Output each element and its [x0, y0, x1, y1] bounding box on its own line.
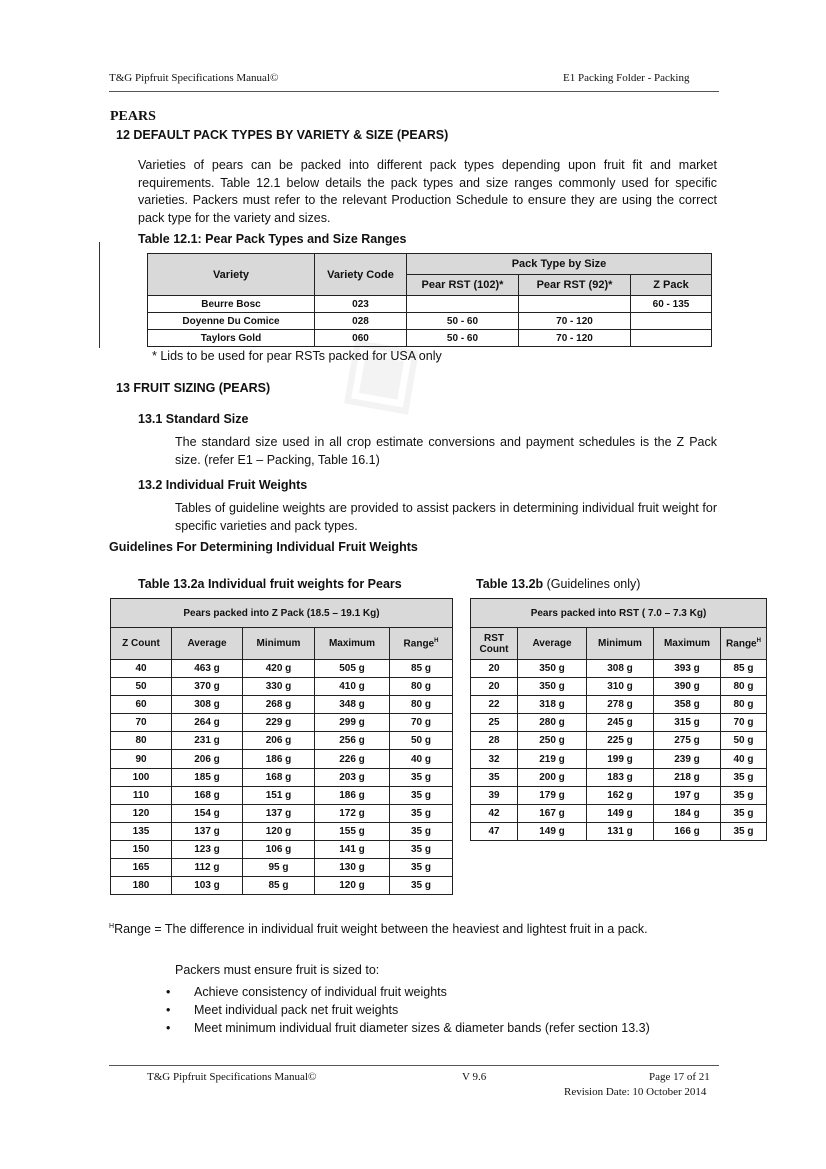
- th-pack-type-by-size: Pack Type by Size: [407, 254, 712, 275]
- cell: 70 g: [721, 714, 767, 732]
- cell: 060: [315, 330, 407, 347]
- cell: 85 g: [243, 877, 315, 895]
- table-row: [471, 786, 767, 804]
- th-z-pack: Z Pack: [631, 275, 712, 296]
- cell: 278 g: [587, 696, 654, 714]
- list-item: • Meet minimum individual fruit diameter sizes & diameter bands (refer section 13.3): [166, 1019, 718, 1037]
- table-row: [471, 660, 767, 678]
- cell: 463 g: [172, 660, 243, 678]
- s13-2-heading: 13.2 Individual Fruit Weights: [138, 478, 308, 492]
- range-sup: H: [756, 637, 761, 644]
- sizing-list: [166, 983, 718, 1037]
- s13-2-text: Tables of guideline weights are provided to assist packers in determining individual fruit weight for specific varieties and pack types.: [175, 501, 717, 533]
- footer-version: V 9.6: [462, 1071, 487, 1083]
- table-row: [111, 714, 453, 732]
- cell: 70: [111, 714, 172, 732]
- table-b-title-rest: (Guidelines only): [543, 577, 641, 591]
- table-13-2a: [110, 598, 453, 895]
- cell: Taylors Gold: [148, 330, 315, 347]
- cell: Doyenne Du Comice: [148, 313, 315, 330]
- table-row: [148, 313, 712, 330]
- cell: 60: [111, 696, 172, 714]
- cell: 80 g: [390, 678, 453, 696]
- cell: 35 g: [390, 804, 453, 822]
- th-pear-rst-92: Pear RST (92)*: [519, 275, 631, 296]
- cell: 20: [471, 678, 518, 696]
- cell: 60 - 135: [631, 296, 712, 313]
- cell: 264 g: [172, 714, 243, 732]
- table12-wrap: [147, 253, 712, 347]
- footer-rule: [109, 1065, 719, 1066]
- cell: 245 g: [587, 714, 654, 732]
- cell: Beurre Bosc: [148, 296, 315, 313]
- table-a-title: Table 13.2a Individual fruit weights for Pears: [138, 577, 402, 591]
- s13-1-heading: 13.1 Standard Size: [138, 412, 249, 426]
- cell: 100: [111, 768, 172, 786]
- cell: 226 g: [315, 750, 390, 768]
- cell: 35 g: [721, 786, 767, 804]
- cell: 80 g: [721, 678, 767, 696]
- cell: 135: [111, 822, 172, 840]
- range-label: Range: [726, 638, 757, 650]
- cell: 141 g: [315, 840, 390, 858]
- table-row: [111, 822, 453, 840]
- table-row: [471, 804, 767, 822]
- table-a-body: [111, 660, 453, 895]
- cell: 40 g: [721, 750, 767, 768]
- cell: 256 g: [315, 732, 390, 750]
- table-row: [471, 822, 767, 840]
- s12-paragraph: Varieties of pears can be packed into different pack types depending upon fruit fit and market requirements. Table 12.1 below details the pack types and size ranges commonly used for specific varieties. Packers must refer to the relevant Production Schedule to ensure they are using the correct pack type for the variety and sizes.: [138, 158, 717, 225]
- cell: 299 g: [315, 714, 390, 732]
- cell: 42: [471, 804, 518, 822]
- cell: 154 g: [172, 804, 243, 822]
- cell: 40: [111, 660, 172, 678]
- cell: 35: [471, 768, 518, 786]
- cell: 151 g: [243, 786, 315, 804]
- th-average: Average: [172, 628, 243, 660]
- th-average: Average: [518, 628, 587, 660]
- table-13-2b: [470, 598, 767, 841]
- table-b-wrap: [470, 598, 767, 841]
- range-note-text: Range = The difference in individual fruit weight between the heaviest and lightest fruit in a pack.: [114, 922, 648, 936]
- cell: 393 g: [654, 660, 721, 678]
- table-row: [111, 859, 453, 877]
- table-row: [111, 732, 453, 750]
- cell: [631, 313, 712, 330]
- cell: 35 g: [721, 768, 767, 786]
- cell: 358 g: [654, 696, 721, 714]
- th-minimum: Minimum: [243, 628, 315, 660]
- th-variety: Variety: [148, 254, 315, 296]
- cell: 028: [315, 313, 407, 330]
- table-row: [111, 840, 453, 858]
- cell: 200 g: [518, 768, 587, 786]
- cell: 505 g: [315, 660, 390, 678]
- cell: 137 g: [243, 804, 315, 822]
- cell: 131 g: [587, 822, 654, 840]
- cell: 85 g: [390, 660, 453, 678]
- cell: 47: [471, 822, 518, 840]
- table-row: [111, 768, 453, 786]
- sizing-list-box: [166, 983, 718, 1037]
- cell: 149 g: [587, 804, 654, 822]
- cell: 35 g: [390, 859, 453, 877]
- section-title: PEARS: [110, 109, 156, 124]
- cell: 167 g: [518, 804, 587, 822]
- cell: 219 g: [518, 750, 587, 768]
- table-row: [471, 678, 767, 696]
- range-note: [109, 922, 648, 936]
- cell: 95 g: [243, 859, 315, 877]
- cell: 32: [471, 750, 518, 768]
- cell: 112 g: [172, 859, 243, 877]
- table-b-title: [476, 577, 640, 591]
- th-variety-code: Variety Code: [315, 254, 407, 296]
- cell: 239 g: [654, 750, 721, 768]
- cell: 20: [471, 660, 518, 678]
- table-row: [471, 750, 767, 768]
- cell: 180: [111, 877, 172, 895]
- cell: 420 g: [243, 660, 315, 678]
- footer-revision: Revision Date: 10 October 2014: [564, 1086, 707, 1098]
- th-minimum: Minimum: [587, 628, 654, 660]
- cell: 35 g: [390, 822, 453, 840]
- table-row: [111, 660, 453, 678]
- cell: 250 g: [518, 732, 587, 750]
- cell: 168 g: [243, 768, 315, 786]
- header-rule: [109, 91, 719, 92]
- footer-left: T&G Pipfruit Specifications Manual©: [147, 1071, 317, 1083]
- cell: 22: [471, 696, 518, 714]
- cell: 50 g: [390, 732, 453, 750]
- table-row: [111, 750, 453, 768]
- cell: 123 g: [172, 840, 243, 858]
- cell: 203 g: [315, 768, 390, 786]
- cell: 185 g: [172, 768, 243, 786]
- cell: 35 g: [390, 768, 453, 786]
- table12-title: Table 12.1: Pear Pack Types and Size Ranges: [138, 232, 407, 246]
- table-row: [471, 714, 767, 732]
- cell: 348 g: [315, 696, 390, 714]
- cell: 179 g: [518, 786, 587, 804]
- cell: 28: [471, 732, 518, 750]
- table-b-group-header: Pears packed into RST ( 7.0 – 7.3 Kg): [471, 599, 767, 628]
- footer-page: Page 17 of 21: [649, 1071, 710, 1083]
- cell: 229 g: [243, 714, 315, 732]
- cell: 50: [111, 678, 172, 696]
- cell: 149 g: [518, 822, 587, 840]
- cell: 137 g: [172, 822, 243, 840]
- header-right: E1 Packing Folder - Packing: [563, 72, 690, 84]
- table-row: [148, 296, 712, 313]
- s13-2-box: [175, 500, 717, 535]
- table-row: [111, 678, 453, 696]
- table12-footnote: * Lids to be used for pear RSTs packed for USA only: [152, 349, 442, 363]
- table-b-body: [471, 660, 767, 841]
- cell: 315 g: [654, 714, 721, 732]
- cell: 35 g: [721, 822, 767, 840]
- cell: 410 g: [315, 678, 390, 696]
- cell: 023: [315, 296, 407, 313]
- cell: 35 g: [390, 877, 453, 895]
- range-sup: H: [434, 637, 439, 644]
- cell: 155 g: [315, 822, 390, 840]
- cell: 50 - 60: [407, 313, 519, 330]
- list-item: • Achieve consistency of individual fruit weights: [166, 983, 718, 1001]
- cell: 110: [111, 786, 172, 804]
- cell: 206 g: [172, 750, 243, 768]
- cell: 206 g: [243, 732, 315, 750]
- table-row: [111, 786, 453, 804]
- cell: 39: [471, 786, 518, 804]
- table-b-title-bold: Table 13.2b: [476, 577, 544, 591]
- cell: 120 g: [243, 822, 315, 840]
- cell: 308 g: [172, 696, 243, 714]
- cell: 90: [111, 750, 172, 768]
- cell: 268 g: [243, 696, 315, 714]
- s13-1-box: [175, 434, 717, 469]
- cell: 218 g: [654, 768, 721, 786]
- th-rst-count: RST Count: [471, 628, 518, 660]
- cell: 80 g: [721, 696, 767, 714]
- header-left: T&G Pipfruit Specifications Manual©: [109, 72, 279, 84]
- cell: 106 g: [243, 840, 315, 858]
- cell: 280 g: [518, 714, 587, 732]
- cell: 310 g: [587, 678, 654, 696]
- cell: 330 g: [243, 678, 315, 696]
- cell: [631, 330, 712, 347]
- s12-paragraph-box: [138, 157, 717, 227]
- range-note-sup: H: [109, 922, 115, 930]
- cell: 70 - 120: [519, 313, 631, 330]
- cell: 70 - 120: [519, 330, 631, 347]
- cell: 390 g: [654, 678, 721, 696]
- table-row: [471, 768, 767, 786]
- margin-change-bar: [99, 242, 100, 348]
- cell: 350 g: [518, 660, 587, 678]
- th-maximum: Maximum: [315, 628, 390, 660]
- table-row: [471, 732, 767, 750]
- cell: 130 g: [315, 859, 390, 877]
- cell: [407, 296, 519, 313]
- table-a-group-header: Pears packed into Z Pack (18.5 – 19.1 Kg): [111, 599, 453, 628]
- cell: 120: [111, 804, 172, 822]
- th-pear-rst-102: Pear RST (102)*: [407, 275, 519, 296]
- table-a-wrap: [110, 598, 453, 895]
- sizing-intro: Packers must ensure fruit is sized to:: [175, 963, 380, 977]
- cell: 172 g: [315, 804, 390, 822]
- cell: 186 g: [243, 750, 315, 768]
- cell: 50 g: [721, 732, 767, 750]
- th-maximum: Maximum: [654, 628, 721, 660]
- s13-heading: 13 FRUIT SIZING (PEARS): [116, 381, 271, 395]
- cell: 80 g: [390, 696, 453, 714]
- table-row: [111, 877, 453, 895]
- cell: 318 g: [518, 696, 587, 714]
- s12-heading: 12 DEFAULT PACK TYPES BY VARIETY & SIZE (PEARS): [116, 128, 449, 142]
- cell: 199 g: [587, 750, 654, 768]
- cell: 183 g: [587, 768, 654, 786]
- cell: 35 g: [390, 840, 453, 858]
- table-row: [111, 696, 453, 714]
- cell: 80: [111, 732, 172, 750]
- cell: 35 g: [390, 786, 453, 804]
- th-range: [721, 628, 767, 660]
- cell: 162 g: [587, 786, 654, 804]
- th-range: [390, 628, 453, 660]
- range-label: Range: [403, 638, 435, 650]
- list-item: • Meet individual pack net fruit weights: [166, 1001, 718, 1019]
- th-z-count: Z Count: [111, 628, 172, 660]
- cell: 120 g: [315, 877, 390, 895]
- cell: 103 g: [172, 877, 243, 895]
- cell: 350 g: [518, 678, 587, 696]
- cell: 150: [111, 840, 172, 858]
- table-12-1: [147, 253, 712, 347]
- guidelines-heading: Guidelines For Determining Individual Fruit Weights: [109, 540, 418, 554]
- table-row: [148, 330, 712, 347]
- cell: 370 g: [172, 678, 243, 696]
- table-row: [471, 696, 767, 714]
- cell: 25: [471, 714, 518, 732]
- cell: 40 g: [390, 750, 453, 768]
- cell: 85 g: [721, 660, 767, 678]
- cell: 225 g: [587, 732, 654, 750]
- cell: 35 g: [721, 804, 767, 822]
- cell: 186 g: [315, 786, 390, 804]
- cell: 168 g: [172, 786, 243, 804]
- s13-1-text: The standard size used in all crop estimate conversions and payment schedules is the Z Pack size. (refer E1 – Packing, Table 16.1): [175, 435, 717, 467]
- cell: 197 g: [654, 786, 721, 804]
- cell: 166 g: [654, 822, 721, 840]
- cell: 184 g: [654, 804, 721, 822]
- cell: 50 - 60: [407, 330, 519, 347]
- cell: 308 g: [587, 660, 654, 678]
- cell: [519, 296, 631, 313]
- cell: 275 g: [654, 732, 721, 750]
- cell: 231 g: [172, 732, 243, 750]
- cell: 70 g: [390, 714, 453, 732]
- cell: 165: [111, 859, 172, 877]
- table-row: [111, 804, 453, 822]
